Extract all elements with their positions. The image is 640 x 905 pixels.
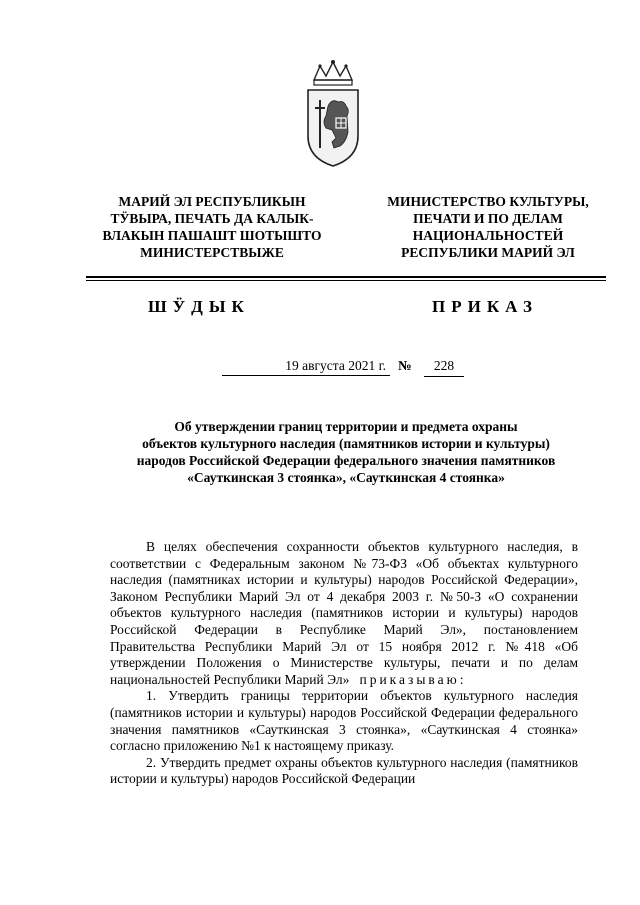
coat-of-arms-emblem bbox=[302, 58, 364, 168]
order-word-russian: ПРИКАЗ bbox=[432, 297, 538, 316]
title-line: народов Российской Федерации федерального значения памятников bbox=[136, 453, 556, 468]
item-1-paragraph: 1. Утвердить границы территории объектов культурного наследия (памятников истории и культуры) народов Российской Федерации федерального значения памятников «Сауткинская 3 стоянка», «Сауткинская 4 стоянка» согласно приложению №1 к настоящему приказу. bbox=[110, 688, 578, 754]
preamble-paragraph bbox=[110, 539, 578, 688]
order-number: 228 bbox=[424, 358, 464, 377]
header-left-line: МАРИЙ ЭЛ РЕСПУБЛИКЫН bbox=[118, 194, 306, 209]
document-body bbox=[110, 539, 578, 788]
header-left-mari bbox=[72, 193, 352, 261]
order-verb: приказываю: bbox=[359, 671, 467, 687]
header-right-line: МИНИСТЕРСТВО КУЛЬТУРЫ, bbox=[387, 194, 589, 209]
title-line: «Сауткинская 3 стоянка», «Сауткинская 4 стоянка» bbox=[187, 470, 505, 485]
header-right-line: РЕСПУБЛИКИ МАРИЙ ЭЛ bbox=[401, 245, 575, 260]
order-word-mari: ШӰДЫК bbox=[148, 297, 250, 316]
order-date: 19 августа 2021 г. bbox=[222, 358, 390, 376]
header-right-line: НАЦИОНАЛЬНОСТЕЙ bbox=[412, 228, 564, 243]
header-divider-thick bbox=[86, 276, 606, 278]
header-divider-thin bbox=[86, 280, 606, 281]
header-left-line: ВЛАКЫН ПАШАШТ ШОТЫШТО bbox=[102, 228, 322, 243]
title-line: объектов культурного наследия (памятников истории и культуры) bbox=[142, 436, 550, 451]
number-sign: № bbox=[398, 358, 412, 373]
header-right-line: ПЕЧАТИ И ПО ДЕЛАМ bbox=[413, 211, 563, 226]
document-title bbox=[90, 418, 602, 486]
header-left-line: ТӰВЫРА, ПЕЧАТЬ ДА КАЛЫК- bbox=[110, 211, 314, 226]
preamble-text: В целях обеспечения сохранности объектов культурного наследия, в соответствии с Федеральным законом №73-ФЗ «Об объектах культурного наследия (памятниках истории и культуры) народов Российской Федерации», Законом Республики Марий Эл от 4 декабря 2003 г. №50-З «О сохранении объектов культурного наследия (памятников истории и культуры) народов Российской Федерации в Республике Марий Эл», постановлением Правительства Республики Марий Эл от 15 ноября 2012 г. №418 «Об утверждении Положения о Министерстве культуры, печати и по делам национальностей Республики Марий Эл» bbox=[110, 539, 578, 687]
title-line: Об утверждении границ территории и предмета охраны bbox=[174, 419, 518, 434]
header-right-russian bbox=[372, 193, 604, 261]
header-left-line: МИНИСТЕРСТВЫЖЕ bbox=[140, 245, 284, 260]
item-2-paragraph: 2. Утвердить предмет охраны объектов культурного наследия (памятников истории и культуры) народов Российской Федерации bbox=[110, 754, 578, 787]
